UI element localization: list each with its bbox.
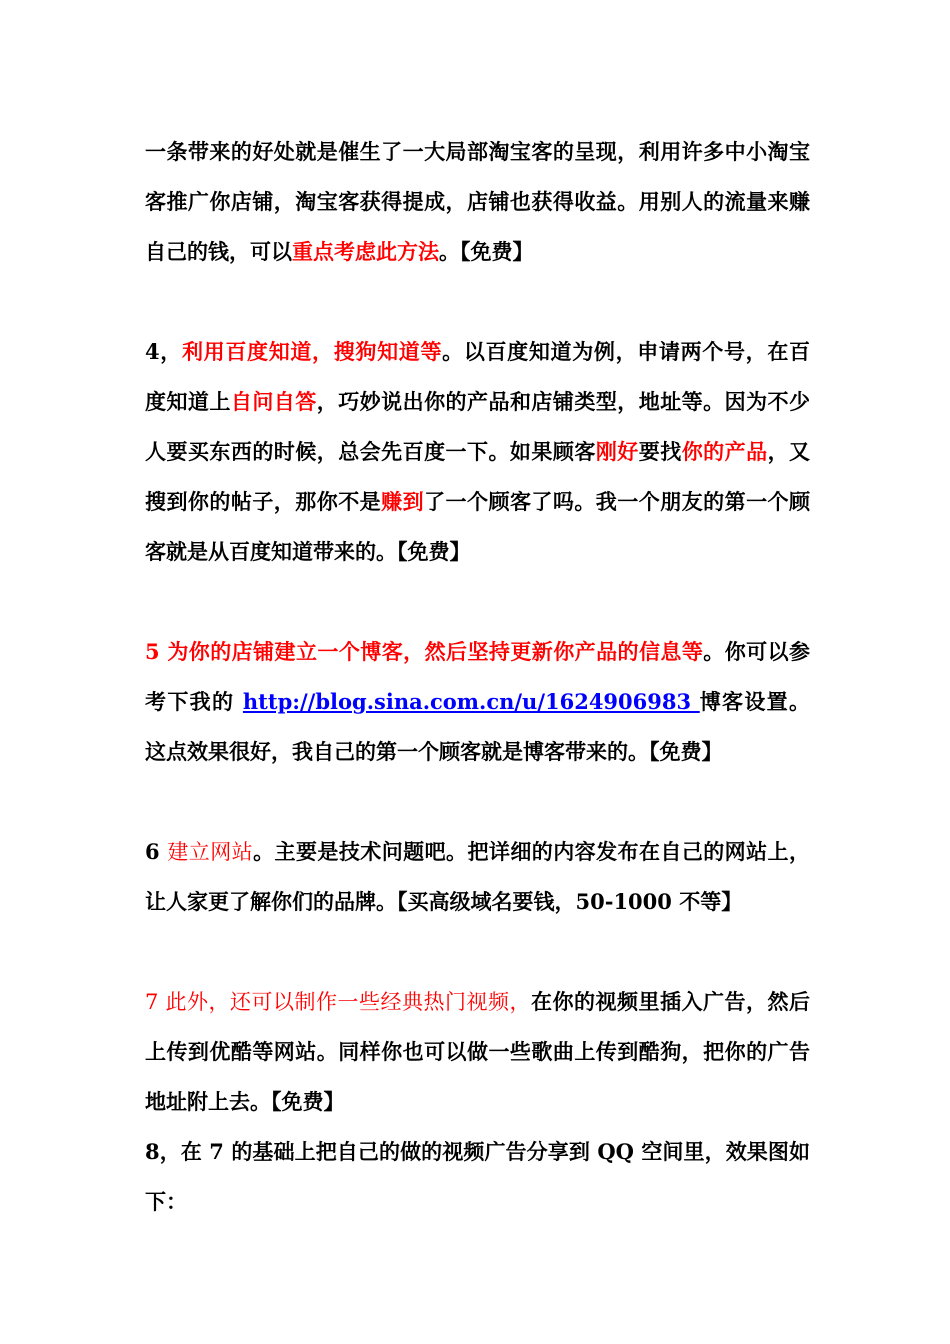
text: ，又搜到你的帖子，那你不是 <box>145 439 811 514</box>
highlight-text: 刚好 <box>595 439 639 464</box>
text: 博客设置。这点效果很好，我自己的第一个顾客就是博客带来的。【免费】 <box>145 689 811 764</box>
text: 。主要是技术问题吧。把详细的内容发布在自己的网站上，让人家更了解你们的品牌。【买高级域名要钱，50-1000 不等】 <box>145 839 810 914</box>
paragraph-gap <box>145 777 810 827</box>
highlight-text: 5 为你的店铺建立一个博客，然后坚持更新你产品的信息等 <box>145 639 704 664</box>
blog-link[interactable]: http://blog.sina.com.cn/u/1624906983 <box>242 689 700 714</box>
highlight-text: 重点考虑此方法 <box>292 239 439 264</box>
text: 8，在 7 的基础上把自己的做的视频广告分享到 QQ 空间里，效果图如下： <box>145 1139 810 1214</box>
paragraph-blog <box>145 627 810 777</box>
highlight-text: 建立网站 <box>167 840 254 864</box>
highlight-text: 利用百度知道，搜狗知道等 <box>181 339 443 364</box>
text: 6 <box>145 839 168 864</box>
paragraph-gap <box>145 927 810 977</box>
highlight-text: 你的产品 <box>681 439 768 464</box>
text: 。你可以参考下我的 <box>145 639 811 714</box>
highlight-text: 自问自答 <box>230 389 317 414</box>
paragraph-website <box>145 827 810 927</box>
paragraph-qq-space <box>145 1127 810 1227</box>
text: 。【免费】 <box>439 239 534 264</box>
paragraph-gap <box>145 277 810 327</box>
paragraph-gap <box>145 577 810 627</box>
text: ，巧妙说出你的产品和店铺类型，地址等。因为不少人要买东西的时候，总会先百度一下。如果顾客 <box>145 389 811 464</box>
paragraph-video <box>145 977 810 1127</box>
paragraph-taobaoke <box>145 127 810 277</box>
text: 了一个顾客了吗。我一个朋友的第一个顾客就是从百度知道带来的。【免费】 <box>145 489 811 564</box>
paragraph-baidu-zhidao <box>145 327 810 577</box>
text: 。以百度知道为例，申请两个号，在百度知道上 <box>145 339 811 414</box>
highlight-text: 7 此外，还可以制作一些经典热门视频， <box>145 990 532 1014</box>
text: 在你的视频里插入广告，然后上传到优酷等网站。同样你也可以做一些歌曲上传到酷狗，把你的广告地址附上去。【免费】 <box>145 989 810 1114</box>
highlight-text: 赚到 <box>381 489 425 514</box>
text: 一条带来的好处就是催生了一大局部淘宝客的呈现，利用许多中小淘宝客推广你店铺，淘宝客获得提成，店铺也获得收益。用别人的流量来赚自己的钱，可以 <box>145 139 810 264</box>
text: 4， <box>145 339 182 364</box>
text: 要找 <box>638 439 682 464</box>
document-page <box>145 127 810 1227</box>
